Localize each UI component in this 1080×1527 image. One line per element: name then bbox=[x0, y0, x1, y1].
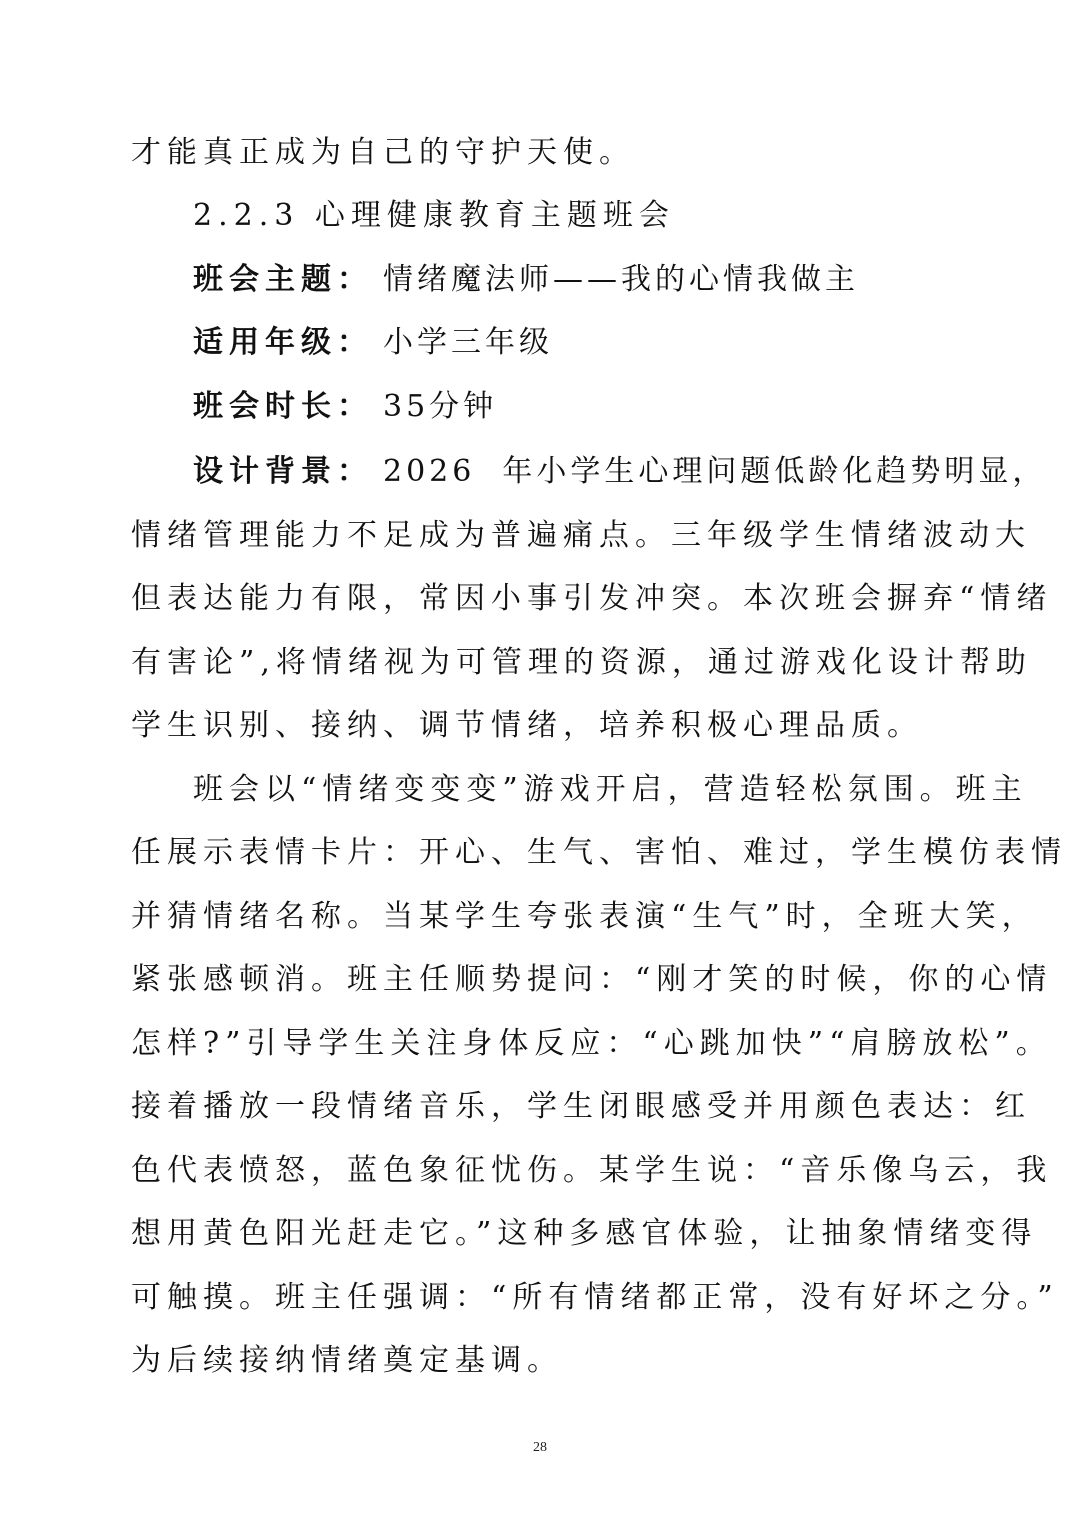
background-first-text: 2026 年小学生心理问题低龄化趋势明显， bbox=[383, 454, 1047, 489]
paragraph2-line: 为后续接纳情绪奠定基调。 bbox=[131, 1343, 563, 1378]
field-topic-value: 情绪魔法师——我的心情我做主 bbox=[383, 262, 859, 297]
field-topic-label: 班会主题： bbox=[193, 262, 373, 297]
field-grade-value: 小学三年级 bbox=[383, 325, 553, 360]
paragraph2-line: 并猜情绪名称。当某学生夸张表演“生气”时，全班大笑， bbox=[131, 899, 1038, 934]
field-duration bbox=[193, 385, 497, 429]
paragraph2-line: 想用黄色阳光赶走它。”这种多感官体验，让抽象情绪变得 bbox=[131, 1216, 1038, 1251]
paragraph2-line: 色代表愤怒，蓝色象征忧伤。某学生说：“音乐像乌云，我 bbox=[131, 1153, 1053, 1188]
intro-line: 才能真正成为自己的守护天使。 bbox=[131, 135, 635, 170]
field-grade-label: 适用年级： bbox=[193, 325, 373, 360]
field-topic bbox=[193, 258, 859, 302]
background-line: 但表达能力有限，常因小事引发冲突。本次班会摒弃“情绪 bbox=[131, 581, 1053, 616]
field-duration-value: 35分钟 bbox=[383, 389, 498, 424]
background-line: 有害论”,将情绪视为可管理的资源，通过游戏化设计帮助 bbox=[131, 645, 1032, 680]
background-line: 情绪管理能力不足成为普遍痛点。三年级学生情绪波动大 bbox=[131, 518, 1031, 553]
paragraph2-line: 接着播放一段情绪音乐，学生闭眼感受并用颜色表达：红 bbox=[131, 1089, 1031, 1124]
paragraph2-line: 可触摸。班主任强调：“所有情绪都正常，没有好坏之分。” bbox=[131, 1280, 1059, 1315]
paragraph2-line: 紧张感顿消。班主任顺势提问：“刚才笑的时候，你的心情 bbox=[131, 962, 1053, 997]
paragraph2-line: 班会以“情绪变变变”游戏开启，营造轻松氛围。班主 bbox=[193, 772, 1028, 807]
background-label: 设计背景： bbox=[193, 454, 373, 489]
paragraph2-line: 任展示表情卡片：开心、生气、害怕、难过，学生模仿表情 bbox=[131, 835, 1067, 870]
field-duration-label: 班会时长： bbox=[193, 389, 373, 424]
section-heading: 2.2.3 心理健康教育主题班会 bbox=[193, 198, 675, 233]
field-grade bbox=[193, 321, 553, 365]
page-number: 28 bbox=[533, 1440, 547, 1455]
background-line: 学生识别、接纳、调节情绪，培养积极心理品质。 bbox=[131, 708, 923, 743]
paragraph2-line: 怎样?”引导学生关注身体反应：“心跳加快”“肩膀放松”。 bbox=[131, 1026, 1052, 1061]
background-first-line bbox=[193, 450, 1047, 494]
